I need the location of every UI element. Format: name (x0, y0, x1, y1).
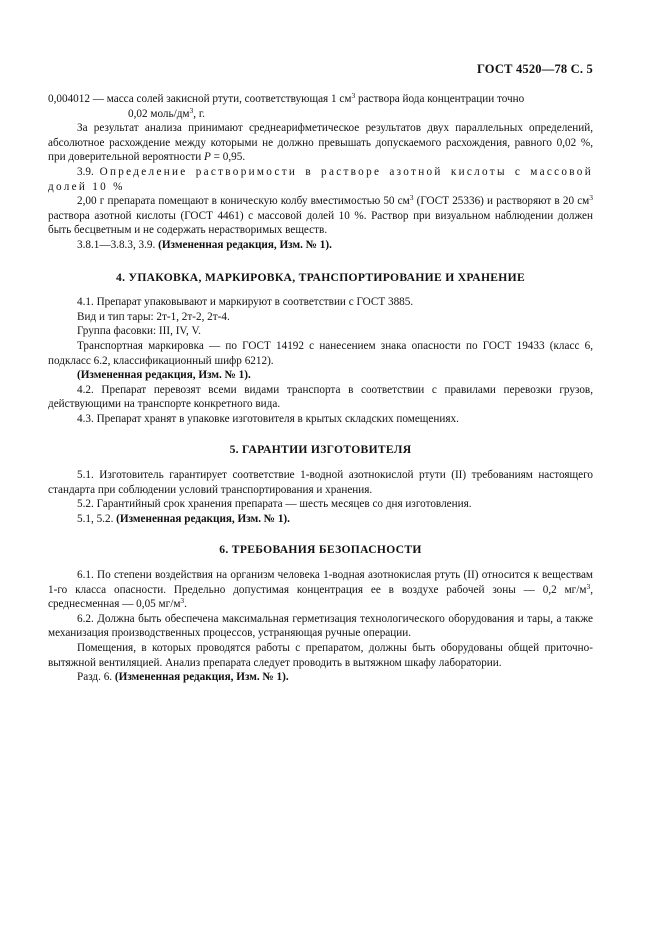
amendment-note (48, 512, 593, 527)
amendment-note (48, 238, 593, 253)
transport-marking: Транспортная маркировка — по ГОСТ 14192 с нанесением знака опасности по ГОСТ 19433 (класс 6, подкласс 6.2, классификационный шифр 6212). (48, 339, 593, 367)
superscript: 3 (409, 193, 414, 203)
variable: P (204, 151, 211, 164)
text-run: = 0,95. (210, 151, 246, 164)
clause-4-1: 4.1. Препарат упаковывают и маркируют в соответствии с ГОСТ 3885. (77, 296, 414, 309)
superscript: 3 (351, 91, 356, 100)
clause-5-2: 5.2. Гарантийный срок хранения препарата — шесть месяцев со дня изготовления. (77, 498, 472, 511)
superscript: 3 (589, 193, 593, 203)
document-body (48, 92, 593, 685)
ventilation-paragraph: Помещения, в которых проводятся работы с препаратом, должны быть оборудованы общей приточно-вытяжной вентиляцией. Анализ препарата следует проводить в вытяжном шкафу лаборатории. (48, 642, 593, 669)
section-4-title: 4. УПАКОВКА, МАРКИРОВКА, ТРАНСПОРТИРОВАНИЕ И ХРАНЕНИЕ (116, 270, 525, 284)
text-run: 0,02 моль/дм (128, 107, 190, 120)
clause-number: 3.9. (77, 165, 100, 178)
text-run: 3.8.1—3.8.3, 3.9. (77, 238, 159, 251)
amendment-label: (Измененная редакция, Изм. № 1). (77, 369, 251, 382)
clause-3-9-body (48, 194, 593, 238)
clause-6-2: 6.2. Должна быть обеспечена максимальная герметизация технологического оборудования и тары, а также механизация производственных процессов, устраняющая ручные операции. (48, 612, 593, 640)
amendment-label: (Измененная редакция, Изм. № 1). (114, 671, 289, 684)
text-run: 0,004012 — масса солей закисной ртути, соответствующая 1 см (48, 93, 352, 105)
clause-6-1 (48, 568, 593, 612)
text-run: За результат анализа принимают среднеарифметическое результатов двух параллельных определений, абсолютное расхождение между которыми не должно превышать допускаемого расхождения, равного 0,02 %, при доверительной вероятности (48, 122, 593, 164)
running-header: ГОСТ 4520—78 С. 5 (476, 62, 593, 76)
clause-4-3: 4.3. Препарат хранят в упаковке изготовителя в крытых складских помещениях. (77, 412, 459, 425)
clause-5-1: 5.1. Изготовитель гарантирует соответствие 1-водной азотнокислой ртути (II) требованиям настоящего стандарта при соблюдении условий транспортирования и хранения. (48, 469, 593, 496)
section-6-title: 6. ТРЕБОВАНИЯ БЕЗОПАСНОСТИ (219, 543, 422, 557)
result-paragraph (48, 121, 593, 165)
text-run: , г. (193, 107, 205, 120)
clause-4-2: 4.2. Препарат перевозят всеми видами транспорта в соответствии с правилами перевозки грузов, действующими на транспорте конкретного вида. (48, 383, 593, 411)
text-run: 2,00 г препарата помещают в коническую колбу вместимостью 50 см (77, 195, 410, 208)
text-run: Разд. 6. (77, 671, 115, 684)
mass-definition-line1 (48, 92, 593, 107)
superscript: 3 (180, 596, 185, 606)
container-type: Вид и тип тары: 2т-1, 2т-2, 2т-4. (77, 310, 230, 323)
packing-group: Группа фасовки: III, IV, V. (77, 325, 201, 338)
amendment-label: (Измененная редакция, Изм. № 1). (158, 238, 332, 251)
text-run: (ГОСТ 25336) и растворяют в 20 см (413, 195, 590, 208)
amendment-note (48, 670, 593, 685)
section-5-title: 5. ГАРАНТИИ ИЗГОТОВИТЕЛЯ (229, 443, 412, 457)
superscript: 3 (189, 105, 194, 115)
text-run: раствора азотной кислоты (ГОСТ 4461) с массовой долей 10 %. Раствор при визуальном наблюдении должен быть бесцветным и не содержать нерастворимых веществ. (48, 209, 593, 237)
clause-3-9-heading (48, 165, 593, 194)
text-run: . (184, 598, 187, 611)
text-run: 5.1, 5.2. (77, 512, 117, 525)
text-run: , среднесменная — 0,05 мг/м (48, 583, 593, 611)
clause-title: Определение растворимости в растворе азотной кислоты с массовой долей 10 % (48, 165, 593, 193)
text-run: раствора йода концентрации точно (355, 93, 525, 105)
mass-definition-line2 (48, 107, 593, 122)
text-run: 6.1. По степени воздействия на организм человека 1-водная азотнокислая ртуть (II) относится к веществам 1-го класса опасности. Предельно допустимая концентрация ее в воздухе рабочей зоны — 0,2 мг/м (48, 569, 593, 596)
superscript: 3 (586, 581, 591, 591)
amendment-note-wrap (48, 368, 593, 383)
amendment-label: (Измененная редакция, Изм. № 1). (116, 512, 290, 525)
